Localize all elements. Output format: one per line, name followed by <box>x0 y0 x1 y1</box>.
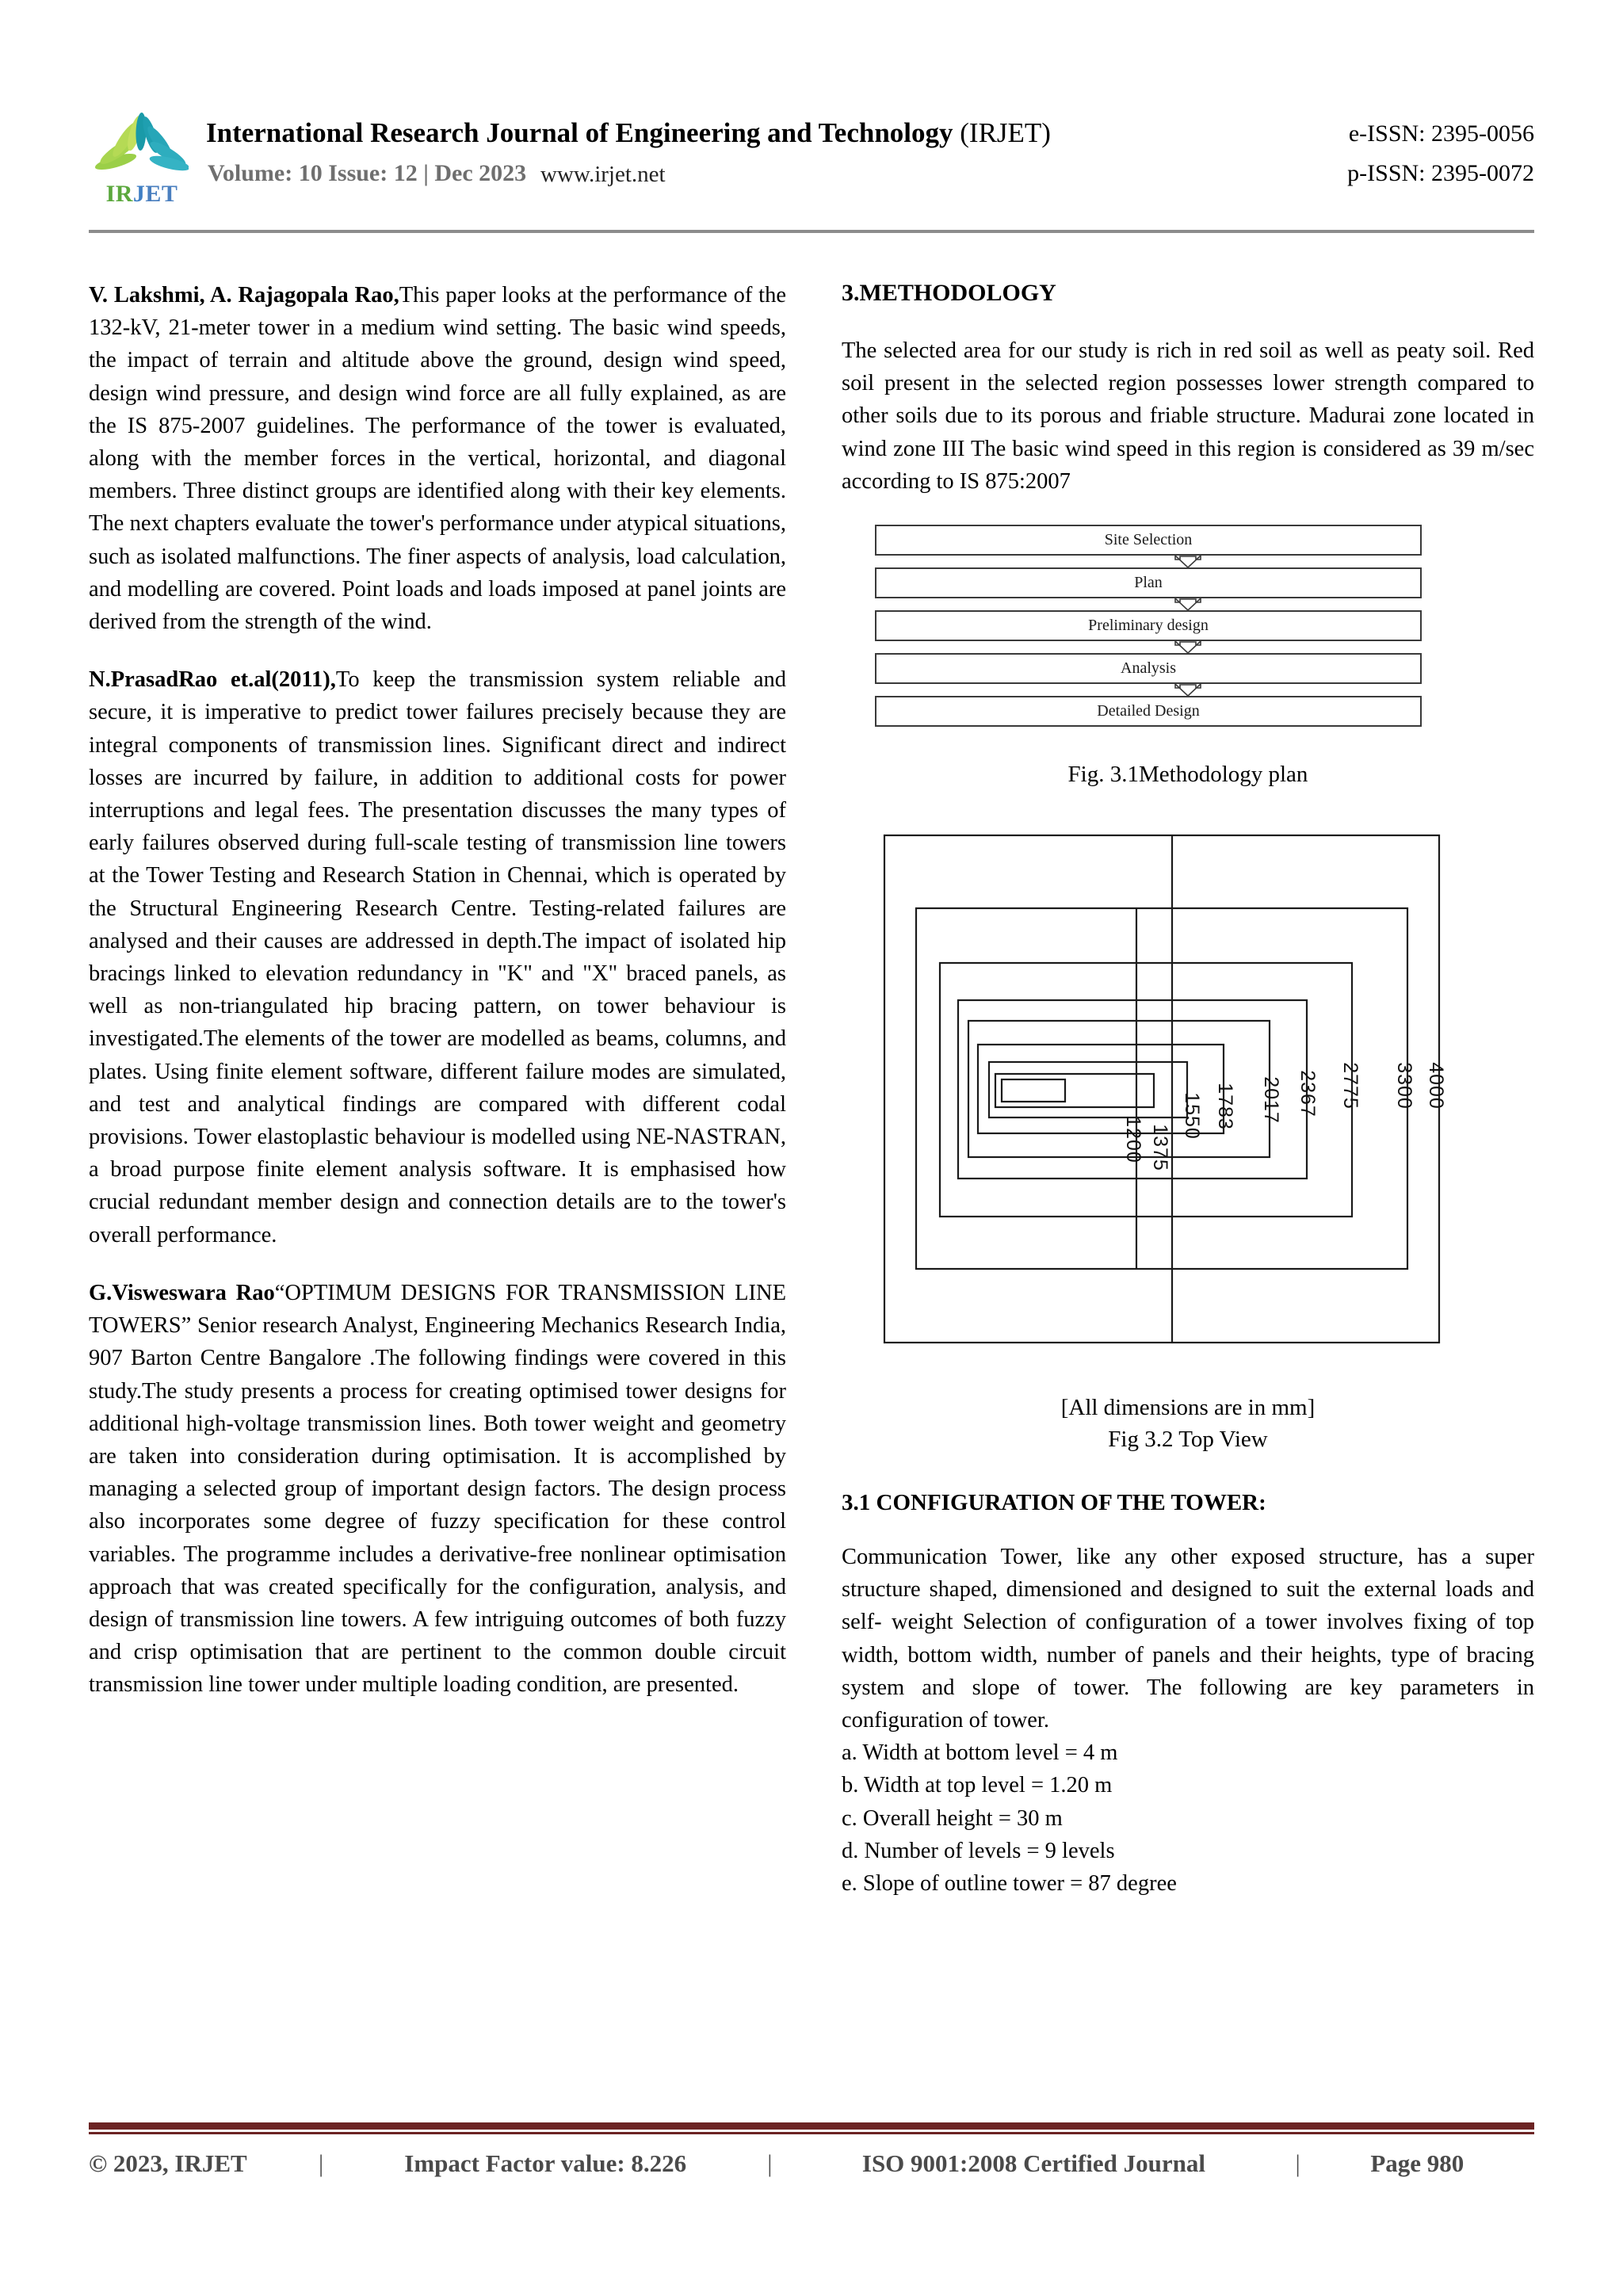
logo-j-text: J <box>132 181 146 207</box>
footer-page-number: Page 980 <box>1370 2149 1465 2177</box>
reference-text-lakshmi: This paper looks at the performance of the 132-kV, 21-meter tower in a medium wind setting. The basic wind speeds, the impact of terrain and altitude above the ground, design wind speed, design wind pressure, and design wind force are all fully explained, as are the IS 875-2007 guidelines. The performance of the tower is evaluated, along with the member forces in the vertical, horizontal, and diagonal members. Three distinct groups are identified along with their key elements. The next chapters evaluate the tower's performance under atypical situations, such as isolated malfunctions. The finer aspects of analysis, load calculation, and modelling are covered. Point loads and loads imposed at panel joints are derived from the strength of the wind. <box>89 283 786 635</box>
logo-et-text: ET <box>145 181 178 207</box>
dimension-label-1550: 1550 <box>1181 1092 1203 1140</box>
volume-issue: Volume: 10 Issue: 12 | Dec 2023 <box>208 160 527 186</box>
config-item-c: c. Overall height = 30 m <box>842 1805 1063 1831</box>
page-footer <box>89 2149 1534 2178</box>
reference-text-visweswara: “OPTIMUM DESIGNS FOR TRANSMISSION LINE TOWERS” Senior research Analyst, Engineering Mechanics Research India, 907 Barton Centre Bangalore .The following findings were covered in this study.The study presents a process for creating optimised tower designs for additional high-voltage transmission lines. Both tower weight and geometry are taken into consideration during optimisation. It is accomplished by managing a selected group of important design factors. The design process also incorporates some degree of fuzzy specification for these control variables. The programme includes a derivative-free nonlinear optimisation approach that was created specifically for the configuration, analysis, and design of transmission line towers. A few intriguing outcomes of both fuzzy and crisp optimisation that are pertinent to the common double circuit transmission line tower under multiple loading condition, are presented. <box>89 1280 786 1698</box>
flowchart-arrow-icon <box>1172 556 1204 567</box>
flowchart-step-preliminary-design: Preliminary design <box>875 610 1422 641</box>
dimension-label-1375: 1375 <box>1149 1124 1171 1171</box>
flowchart-arrow-icon <box>1172 641 1204 653</box>
config-item-d: d. Number of levels = 9 levels <box>842 1838 1115 1863</box>
footer-iso-certification: ISO 9001:2008 Certified Journal <box>861 2149 1205 2177</box>
p-issn: p-ISSN: 2395-0072 <box>1347 160 1534 186</box>
tower-top-view-drawing <box>875 824 1501 1371</box>
config-item-e: e. Slope of outline tower = 87 degree <box>842 1871 1177 1897</box>
flowchart-arrow-icon <box>1172 684 1204 696</box>
methodology-flowchart <box>842 525 1534 729</box>
dimension-label-2367: 2367 <box>1296 1070 1319 1117</box>
flowchart-boxes <box>875 525 1422 727</box>
logo-ir-text: IR <box>105 181 133 207</box>
flowchart-arrow-icon <box>1172 598 1204 610</box>
journal-url[interactable]: www.irjet.net <box>540 162 666 187</box>
config-item-b: b. Width at top level = 1.20 m <box>842 1773 1113 1798</box>
config-item-a: a. Width at bottom level = 4 m <box>842 1740 1118 1766</box>
irjet-logo <box>89 113 192 214</box>
dimension-note: [All dimensions are in mm] <box>1060 1395 1316 1421</box>
flowchart-step-plan: Plan <box>875 567 1422 598</box>
reference-text-prasadrao: To keep the transmission system reliable and secure, it is imperative to predict tower failures precisely because they are integral components of transmission lines. Significant direct and indirect losses are incurred by failure, in addition to additional costs for power interruptions and legal fees. The presentation discusses the many types of early failures observed during full-scale testing of transmission line towers at the Tower Testing and Research Station in Chennai, which is operated by the Structural Engineering Research Centre. Testing-related failures are analysed and their causes are addressed in depth.The impact of isolated hip bracings linked to elevation redundancy in "K" and "X" braced panels, as well as non-triangulated hip bracing pattern, on tower behaviour is investigated.The elements of the tower are modelled as beams, columns, and plates. Using finite element software, different failure modes are simulated, and test and analytical findings are compared with different codal provisions. Tower elastoplastic behaviour is modelled using NE-NASTRAN, a broad purpose finite element analysis software. It is emphasised how crucial redundant member design and connection details are to the tower's overall performance. <box>89 667 786 1247</box>
reference-paragraph-visweswara <box>89 1277 786 1702</box>
leaf-fan-icon <box>94 113 189 182</box>
dimension-label-2775: 2775 <box>1339 1062 1361 1110</box>
journal-title-abbrev: (IRJET) <box>953 117 1051 148</box>
section-heading-configuration: 3.1 CONFIGURATION OF THE TOWER: <box>842 1490 1266 1516</box>
dimension-label-2017: 2017 <box>1260 1076 1282 1124</box>
footer-impact-factor: Impact Factor value: 8.226 <box>404 2149 687 2177</box>
flowchart-step-site-selection: Site Selection <box>875 525 1422 556</box>
footer-separator: | <box>767 2149 773 2177</box>
figure-caption-3-2: Fig 3.2 Top View <box>1108 1427 1268 1453</box>
right-column <box>842 279 1534 1900</box>
reference-paragraph-lakshmi <box>89 279 786 638</box>
configuration-paragraph: Communication Tower, like any other exposed structure, has a super structure shaped, dimensioned and designed to suit the external loads and self- weight Selection of configuration of a tower involves fixing of top width, bottom width, number of panels and their heights, type of bracing system and slope of tower. The following are key parameters in configuration of tower. <box>842 1545 1534 1733</box>
footer-separator: | <box>1295 2149 1300 2177</box>
reference-author-prasadrao: N.PrasadRao et.al(2011), <box>89 667 336 693</box>
methodology-paragraph: The selected area for our study is rich in red soil as well as peaty soil. Red soil present in the selected region possesses lower strength compared to other soils due to its porous and friable structure. Madurai zone located in wind zone III The basic wind speed in this region is considered as 39 m/sec according to IS 875:2007 <box>842 338 1534 494</box>
top-view-diagram <box>842 824 1534 1379</box>
dimension-label-4000: 4000 <box>1425 1062 1447 1110</box>
reference-paragraph-prasadrao <box>89 663 786 1251</box>
footer-copyright: © 2023, IRJET <box>89 2149 247 2177</box>
reference-author-lakshmi: V. Lakshmi, A. Rajagopala Rao, <box>89 283 399 308</box>
footer-separator: | <box>319 2149 324 2177</box>
dimension-label-1783: 1783 <box>1214 1083 1236 1130</box>
page-header <box>89 111 1534 214</box>
irjet-logo-text <box>95 181 189 208</box>
flowchart-step-detailed-design: Detailed Design <box>875 696 1422 727</box>
flowchart-step-analysis: Analysis <box>875 653 1422 684</box>
dimension-label-3300: 3300 <box>1393 1062 1415 1110</box>
e-issn: e-ISSN: 2395-0056 <box>1348 120 1534 147</box>
figure-caption-3-1: Fig. 3.1Methodology plan <box>1067 762 1308 788</box>
section-heading-methodology: 3.METHODOLOGY <box>842 280 1056 306</box>
journal-title <box>206 116 1051 151</box>
dimension-label-1200: 1200 <box>1122 1116 1144 1163</box>
footer-divider <box>89 2122 1534 2132</box>
header-divider <box>89 230 1534 233</box>
journal-title-bold: International Research Journal of Engineering and Technology <box>206 117 953 148</box>
reference-author-visweswara: G.Visweswara Rao <box>89 1280 275 1305</box>
left-column <box>89 279 786 1727</box>
